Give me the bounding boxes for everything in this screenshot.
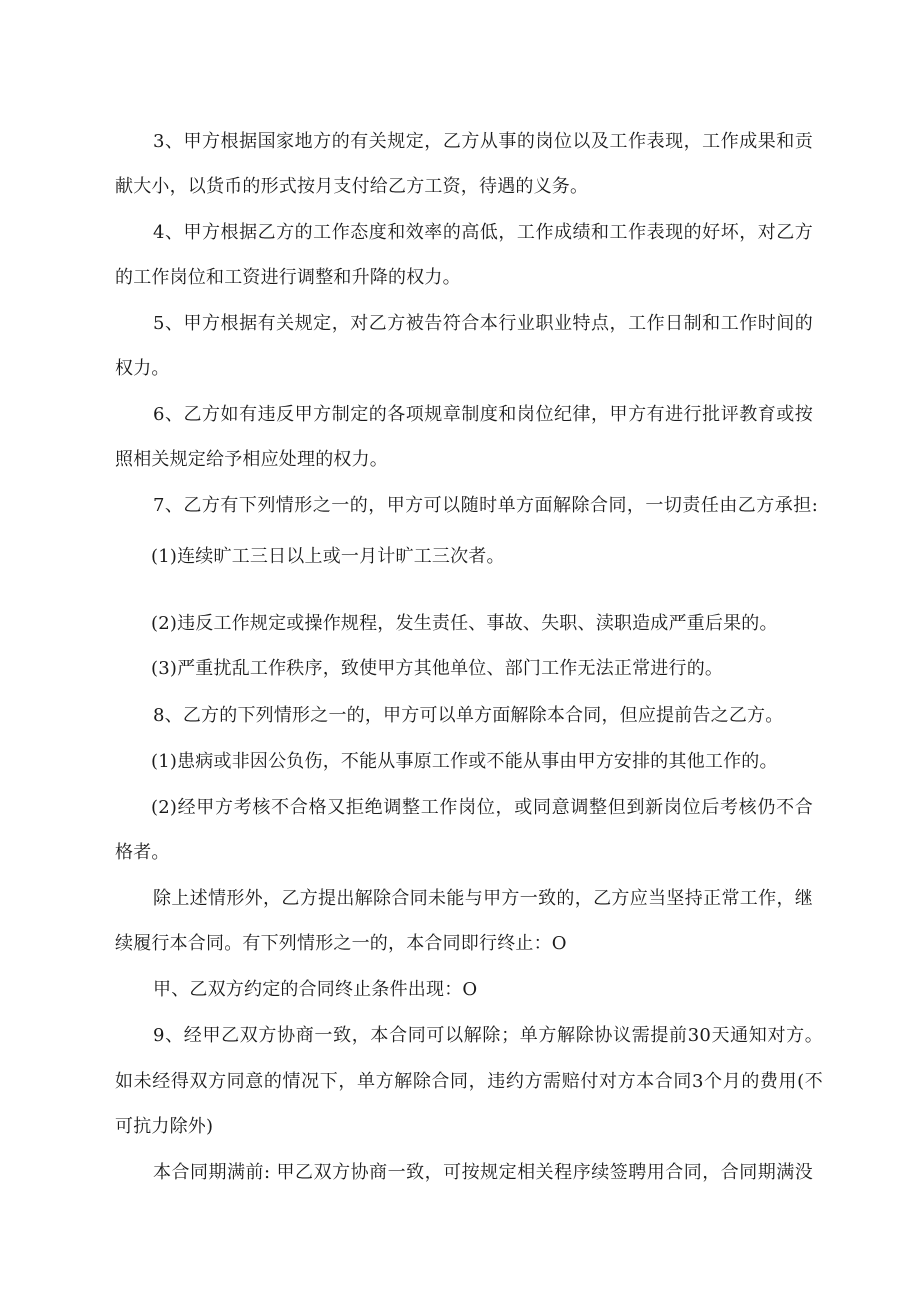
paragraph-5-line-1: 5、甲方根据有关规定，对乙方被告符合本行业职业特点，工作日制和工作时间的: [153, 313, 813, 334]
termination-paragraph-line-2: 续履行本合同。有下列情形之一的，本合同即行终止：O: [115, 933, 567, 954]
termination-paragraph-line-1: 除上述情形外，乙方提出解除合同未能与甲方一致的，乙方应当坚持正常工作，继: [153, 888, 813, 909]
item-8-2-line-2: 格者。: [115, 842, 170, 863]
termination-condition: 甲、乙双方约定的合同终止条件出现：O: [153, 979, 478, 1000]
paragraph-3-line-1: 3、甲方根据国家地方的有关规定，乙方从事的岗位以及工作表现，工作成果和贡: [153, 131, 813, 152]
item-8-1: (1)患病或非因公负伤，不能从事原工作或不能从事由甲方安排的其他工作的。: [151, 751, 778, 772]
paragraph-9-line-3: 可抗力除外): [115, 1116, 214, 1137]
paragraph-9-line-2: 如未经得双方同意的情况下，单方解除合同，违约方需赔付对方本合同3个月的费用(不: [115, 1071, 823, 1092]
paragraph-7: 7、乙方有下列情形之一的，甲方可以随时单方面解除合同，一切责任由乙方承担:: [153, 495, 818, 516]
paragraph-4-line-1: 4、甲方根据乙方的工作态度和效率的高低，工作成绩和工作表现的好坏，对乙方: [153, 222, 813, 243]
renewal-paragraph-line-1: 本合同期满前: 甲乙双方协商一致，可按规定相关程序续签聘用合同，合同期满没: [153, 1162, 813, 1183]
item-7-2: (2)违反工作规定或操作规程，发生责任、事故、失职、渎职造成严重后果的。: [151, 613, 778, 634]
paragraph-4-line-2: 的工作岗位和工资进行调整和升降的权力。: [115, 267, 461, 288]
item-7-1: (1)连续旷工三日以上或一月计旷工三次者。: [151, 546, 505, 567]
paragraph-5-line-2: 权力。: [115, 358, 170, 379]
paragraph-3-line-2: 献大小，以货币的形式按月支付给乙方工资，待遇的义务。: [115, 176, 589, 197]
paragraph-9-line-1: 9、经甲乙双方协商一致，本合同可以解除；单方解除协议需提前30天通知对方。: [153, 1025, 823, 1046]
item-7-3: (3)严重扰乱工作秩序，致使甲方其他单位、部门工作无法正常进行的。: [151, 658, 724, 679]
paragraph-6-line-1: 6、乙方如有违反甲方制定的各项规章制度和岗位纪律，甲方有进行批评教育或按: [153, 404, 813, 425]
paragraph-8: 8、乙方的下列情形之一的，甲方可以单方面解除本合同，但应提前告之乙方。: [153, 705, 784, 726]
paragraph-6-line-2: 照相关规定给予相应处理的权力。: [115, 449, 388, 470]
item-8-2-line-1: (2)经甲方考核不合格又拒绝调整工作岗位，或同意调整但到新岗位后考核仍不合: [151, 797, 813, 818]
